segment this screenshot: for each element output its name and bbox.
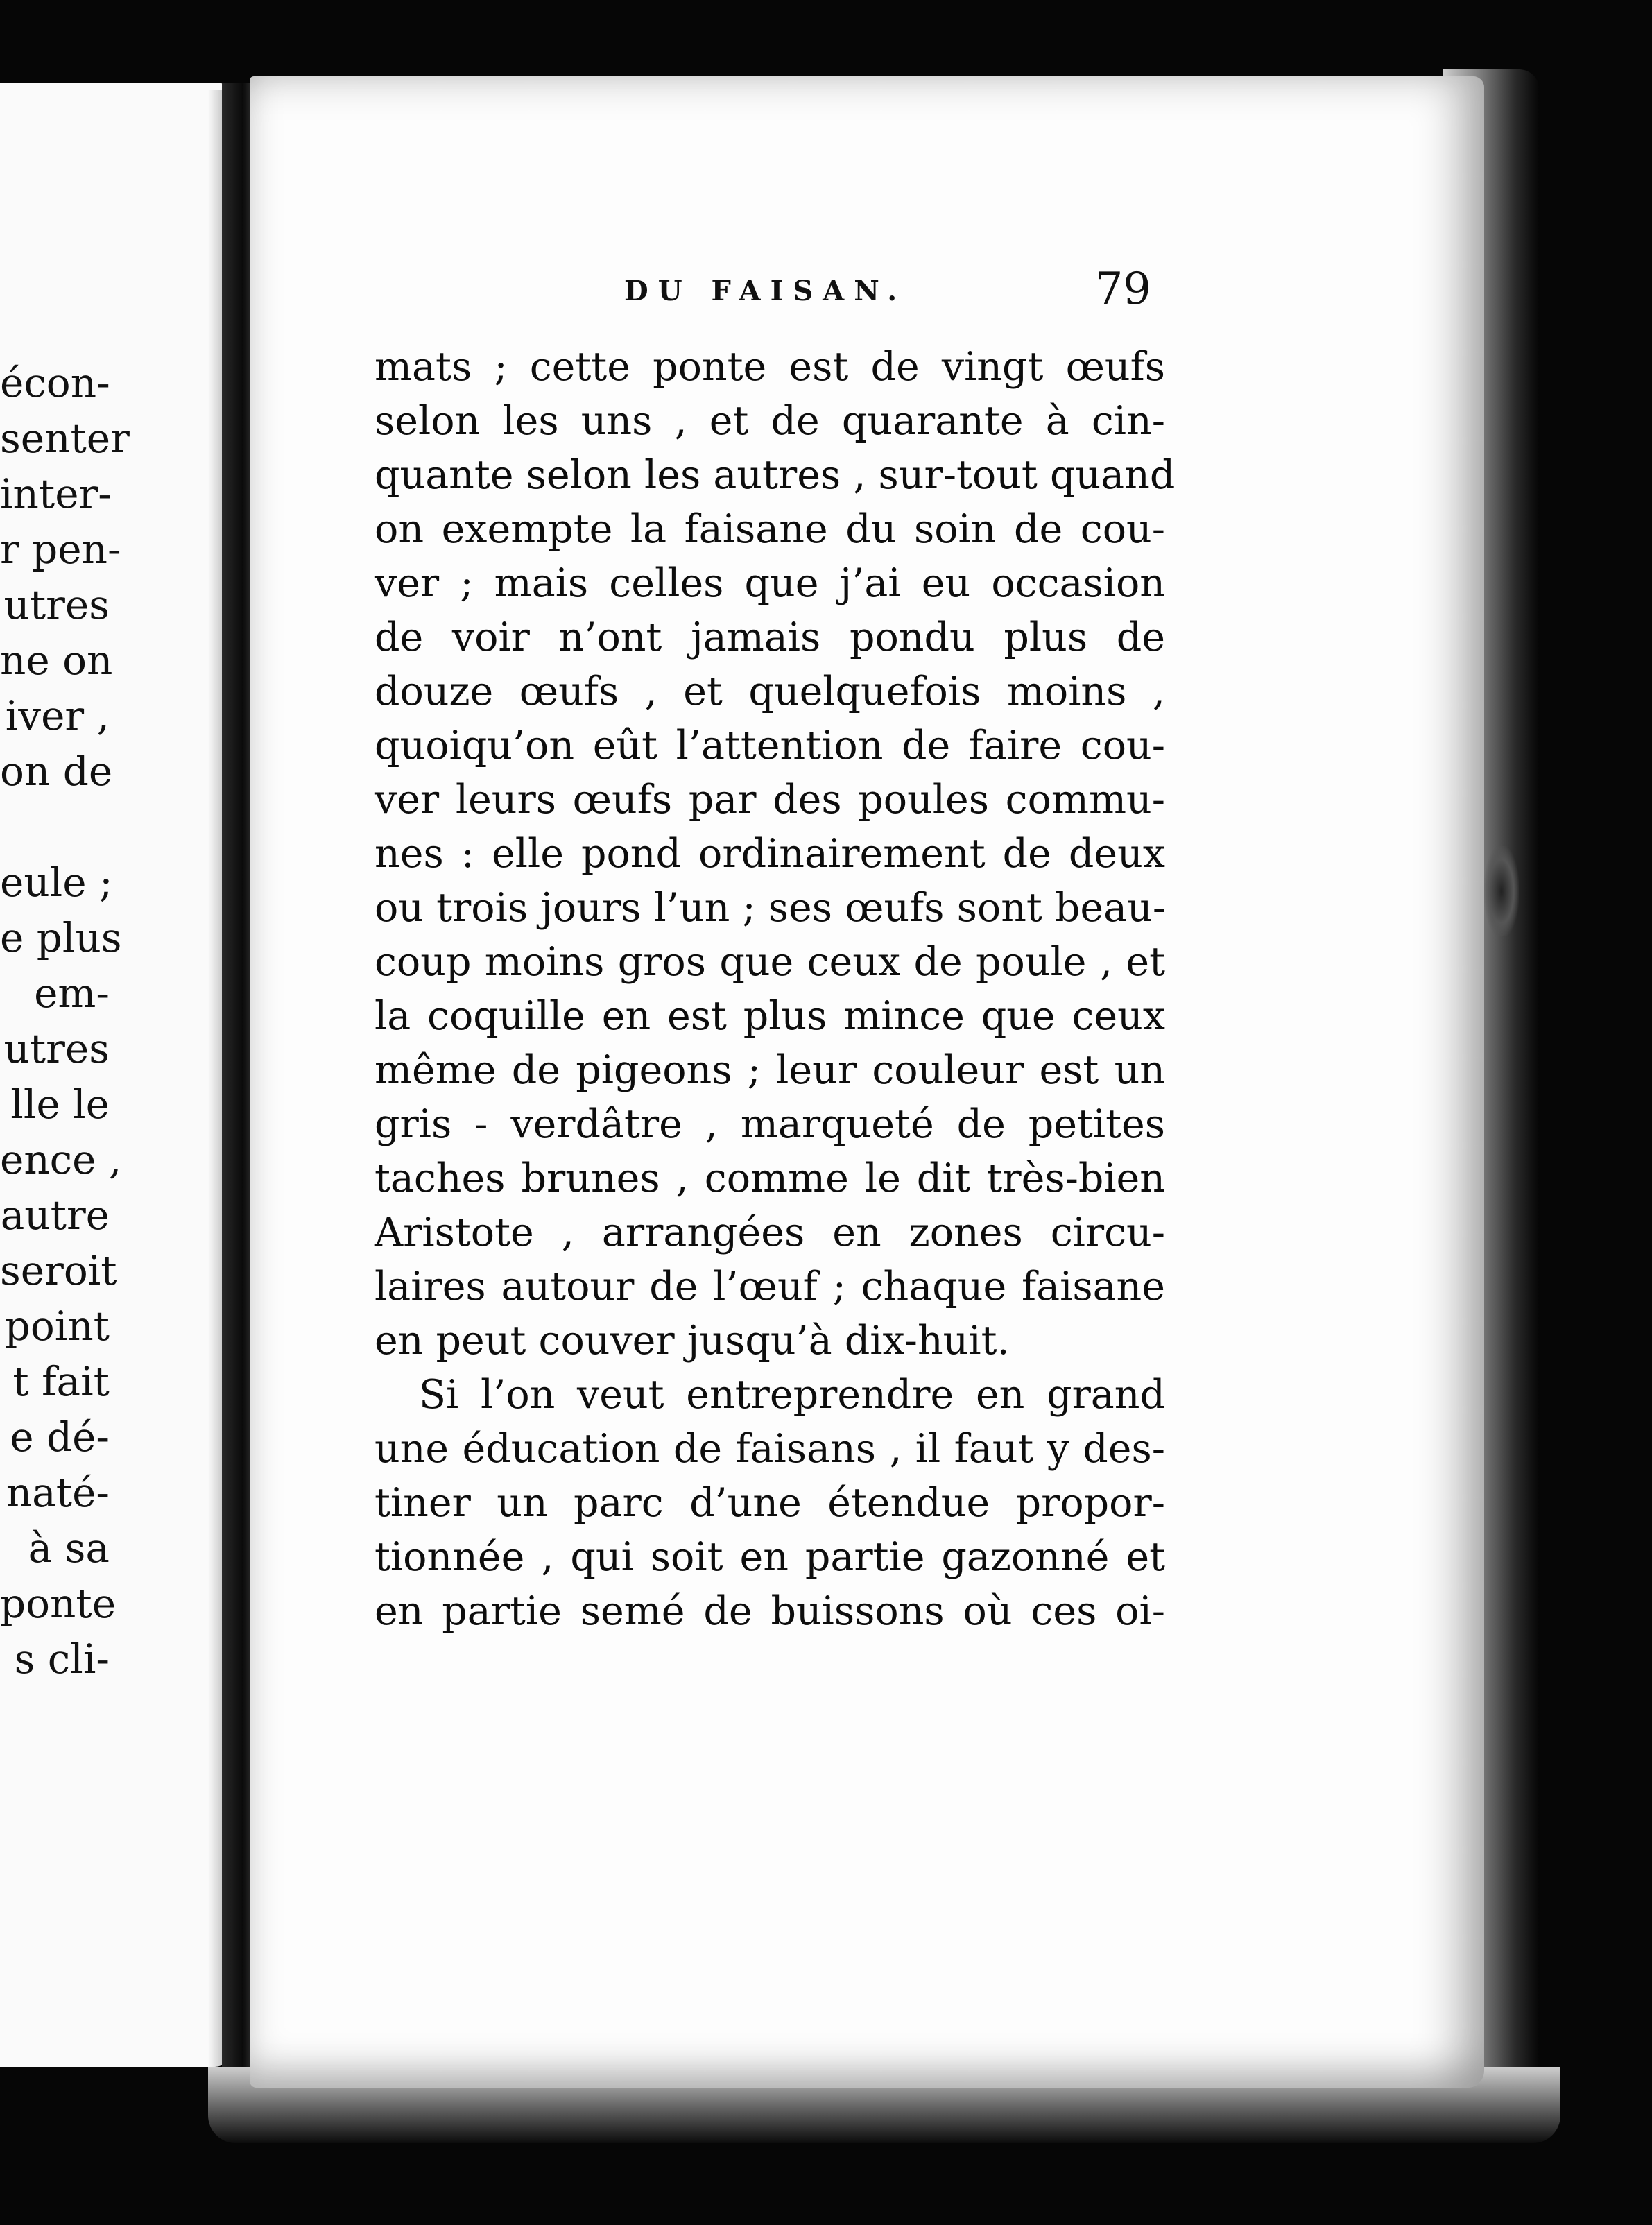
- text-line: douze œufs , et quelquefois moins ,: [375, 669, 1165, 714]
- left-page-line: lle le: [10, 1081, 110, 1128]
- text-line: en peut couver jusqu’à dix-huit.: [375, 1318, 1010, 1364]
- text-line: ver leurs œufs par des poules commu-: [375, 777, 1165, 823]
- left-page-line: autre: [0, 1192, 110, 1239]
- left-page-line: on de: [0, 748, 113, 795]
- text-line: selon les uns , et de quarante à cin-: [375, 398, 1165, 444]
- page-stain: [1484, 846, 1519, 936]
- left-page-line: ence ,: [0, 1136, 122, 1183]
- text-line: laires autour de l’œuf ; chaque faisane: [375, 1264, 1165, 1309]
- left-page-text: [0, 83, 229, 2067]
- body-text: [375, 340, 1176, 1638]
- left-page-line: e plus: [0, 914, 122, 961]
- paragraph: [375, 1368, 1165, 1638]
- left-page-line: seroit: [0, 1247, 117, 1294]
- text-line: Aristote , arrangées en zones circu-: [375, 1210, 1165, 1255]
- left-page-line: naté-: [6, 1469, 110, 1516]
- left-page-line: utres: [3, 1025, 110, 1072]
- left-page-line: eule ;: [0, 859, 113, 906]
- left-page-line: e dé-: [10, 1414, 110, 1461]
- paragraph: [375, 340, 1176, 1368]
- text-line: de voir n’ont jamais pondu plus de: [375, 615, 1165, 660]
- left-page: [0, 83, 229, 2067]
- text-line: une éducation de faisans , il faut y des-: [375, 1426, 1165, 1472]
- text-line: gris - verdâtre , marqueté de petites: [375, 1101, 1165, 1147]
- text-line: en partie semé de buissons où ces oi-: [375, 1588, 1165, 1634]
- text-line: quoiqu’on eût l’attention de faire cou-: [375, 723, 1165, 768]
- left-page-line: point: [4, 1303, 110, 1350]
- left-page-line: écon-: [0, 359, 110, 406]
- left-page-line: ne on: [0, 637, 113, 684]
- text-line: ver ; mais celles que j’ai eu occasion: [375, 560, 1165, 606]
- text-line: taches brunes , comme le dit très-bien: [375, 1156, 1165, 1201]
- left-page-line: senter: [0, 415, 130, 462]
- text-line: ou trois jours l’un ; ses œufs sont beau-: [375, 885, 1167, 931]
- text-line: quante selon les autres , sur-tout quand: [375, 452, 1176, 498]
- page-number: 79: [1094, 264, 1151, 315]
- left-page-line: em-: [34, 970, 110, 1017]
- text-line: nes : elle pond ordinairement de deux: [375, 831, 1165, 877]
- left-page-line: iver ,: [5, 692, 110, 739]
- text-line: tiner un parc d’une étendue propor-: [375, 1480, 1165, 1526]
- left-page-line: inter-: [0, 470, 112, 517]
- text-line: mats ; cette ponte est de vingt œufs: [375, 344, 1165, 390]
- text-line: coup moins gros que ceux de poule , et: [375, 939, 1165, 985]
- left-page-line: s cli-: [14, 1635, 110, 1683]
- text-line: on exempte la faisane du soin de cou-: [375, 506, 1165, 552]
- text-line: tionnée , qui soit en partie gazonné et: [375, 1534, 1165, 1580]
- page-header: [624, 264, 1151, 319]
- left-page-line: r pen-: [0, 526, 121, 573]
- left-page-line: utres: [3, 581, 110, 628]
- text-line: Si l’on veut entreprendre en grand: [419, 1372, 1165, 1418]
- left-page-line: t fait: [12, 1358, 110, 1405]
- text-line: même de pigeons ; leur couleur est un: [375, 1047, 1165, 1093]
- left-page-line: à sa: [28, 1524, 110, 1572]
- running-head: DU FAISAN.: [624, 275, 907, 307]
- text-line: la coquille en est plus mince que ceux: [375, 993, 1165, 1039]
- left-page-line: ponte: [0, 1580, 117, 1627]
